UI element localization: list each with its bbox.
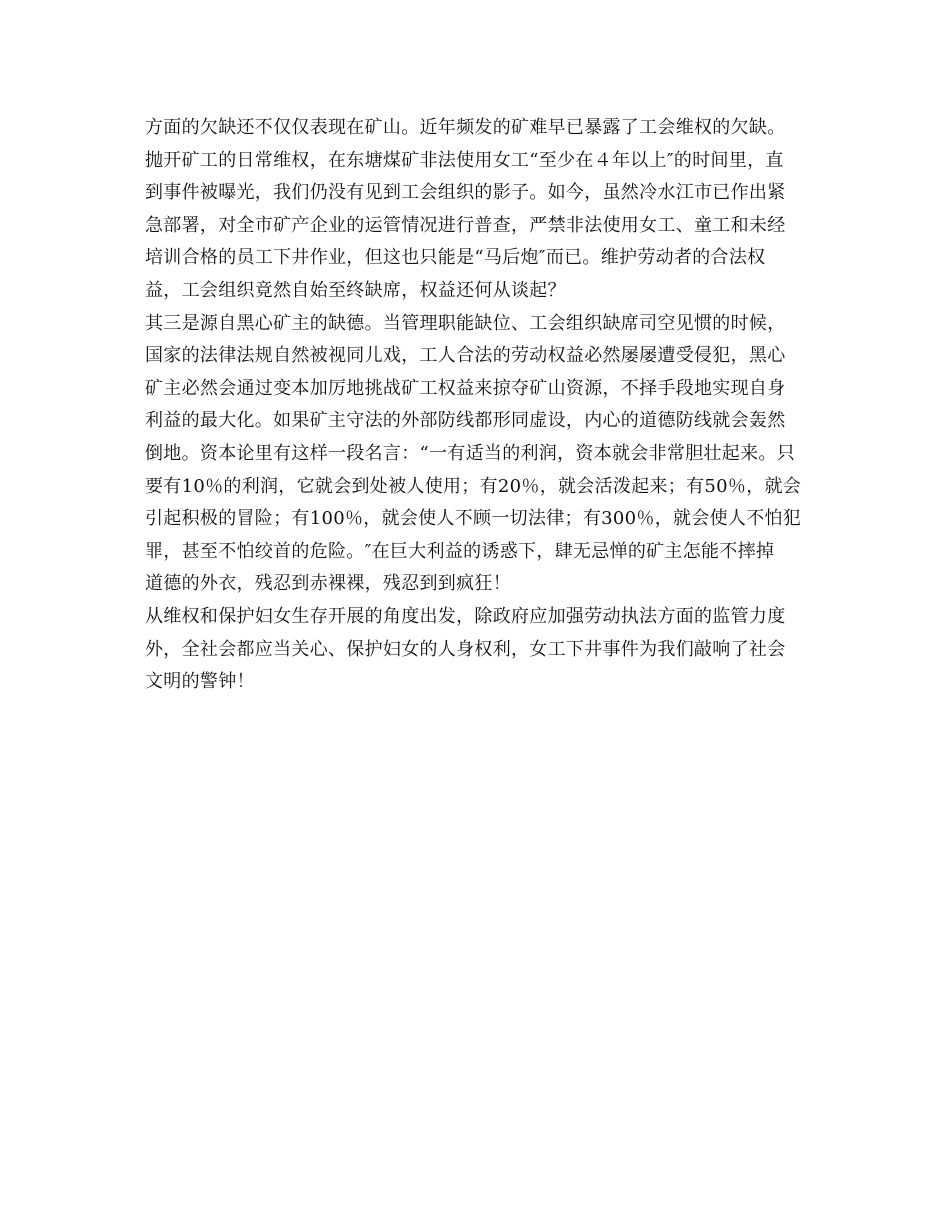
text-line: 文明的警钟！ [145, 671, 255, 693]
text-line: 外，全社会都应当关心、保护妇女的人身权利，女工下井事件为我们敲响了社会 [145, 638, 786, 660]
text-line: 要有10％的利润，它就会到处被人使用；有20％，就会活泼起来；有50％，就会 [145, 475, 802, 497]
text-line: 抛开矿工的日常维权，在东塘煤矿非法使用女工“至少在４年以上″的时间里，直 [145, 149, 784, 171]
text-line: 方面的欠缺还不仅仅表现在矿山。近年频发的矿难早已暴露了工会维权的欠缺。 [145, 117, 786, 138]
text-line: 其三是源自黑心矿主的缺德。当管理职能缺位、工会组织缺席司空见惯的时候， [145, 312, 786, 334]
text-line: 从维权和保护妇女生存开展的角度出发，除政府应加强劳动执法方面的监管力度 [145, 605, 786, 627]
text-line: 引起积极的冒险；有100％，就会使人不顾一切法律；有300％，就会使人不怕犯 [145, 508, 802, 530]
text-line: 到事件被曝光，我们仍没有见到工会组织的影子。如今，虽然冷水江市已作出紧 [145, 182, 786, 204]
text-line: 益，工会组织竟然自始至终缺席，权益还何从谈起？ [145, 279, 566, 301]
text-line: 矿主必然会通过变本加厉地挑战矿工权益来掠夺矿山资源，不择手段地实现自身 [145, 377, 786, 399]
text-line: 倒地。资本论里有这样一段名言：“一有适当的利润，资本就会非常胆壮起来。只 [145, 442, 795, 464]
text-line: 急部署，对全市矿产企业的运管情况进行普查，严禁非法使用女工、童工和未经 [145, 214, 786, 236]
text-line: 罪，甚至不怕绞首的危险。″在巨大利益的诱惑下，肆无忌惮的矿主怎能不摔掉 [145, 540, 775, 562]
text-line: 国家的法律法规自然被视同儿戏，工人合法的劳动权益必然屡屡遭受侵犯，黑心 [145, 345, 786, 367]
document-body [145, 112, 815, 699]
text-line: 道德的外衣，残忍到赤裸裸，残忍到到疯狂！ [145, 573, 511, 595]
text-line: 利益的最大化。如果矿主守法的外部防线都形同虚设，内心的道德防线就会轰然 [145, 410, 786, 432]
text-line: 培训合格的员工下井作业，但这也只能是“马后炮″而已。维护劳动者的合法权 [145, 247, 766, 269]
